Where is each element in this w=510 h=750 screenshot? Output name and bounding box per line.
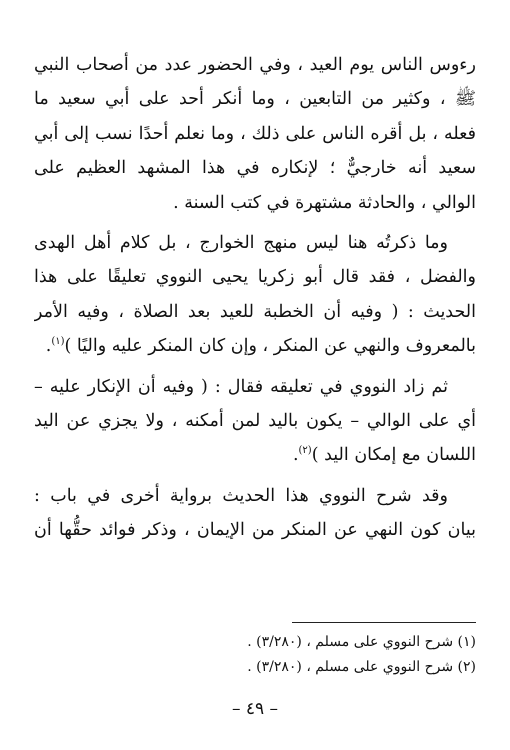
text-line: أي على الوالي – يكون باليد لمن أمكنه ، ولا يجزي عن اليد <box>34 410 476 431</box>
footnote-2: (٢) شرح النووي على مسلم ، (٣/٢٨٠) . <box>247 659 476 675</box>
text-line: والفضل ، فقد قال أبو زكريا يحيى النووي تعليقًا على هذا <box>34 267 476 288</box>
text-line: سعيد أنه خارجيٌّ ؛ لإنكاره في هذا المشهد العظيم على <box>34 158 476 179</box>
text-line: وما ذكرتُه هنا ليس منهج الخوارج ، بل كلام أهل الهدى <box>34 232 448 253</box>
text-line: بيان كون النهي عن المنكر من الإيمان ، وذكر فوائد حقُّها أن <box>34 520 476 541</box>
text-line: ﷺ ، وكثير من التابعين ، وما أنكر أحد على أبي سعيد ما <box>34 89 476 110</box>
line-end-period: . <box>45 336 52 357</box>
text-line: ثم زاد النووي في تعليقه فقال : ( وفيه أن الإنكار عليه – <box>34 376 448 397</box>
line-end-period: . <box>292 445 299 466</box>
text-line: فعله ، بل أقره الناس على ذلك ، وما نعلم أحدًا نسب إلى أبي <box>34 123 476 144</box>
text-line: رءوس الناس يوم العيد ، وفي الحضور عدد من أصحاب النبي <box>34 55 476 75</box>
text-line: الحديث : ( وفيه أن الخطبة للعيد بعد الصلاة ، وفيه الأمر <box>34 301 476 322</box>
text-line-with-footnote-ref <box>34 438 476 472</box>
line-text: اللسان مع إمكان اليد ) <box>311 445 476 466</box>
footnote-ref-2: (٢) <box>298 445 312 457</box>
footnote-1: (١) شرح النووي على مسلم ، (٣/٢٨٠) . <box>247 634 476 650</box>
footnotes <box>34 630 476 680</box>
footnote-separator <box>292 622 476 623</box>
text-line: وقد شرح النووي هذا الحديث برواية أخرى في باب : <box>34 485 448 506</box>
footnote-ref-1: (١) <box>51 336 65 348</box>
text-line-with-footnote-ref <box>34 329 476 363</box>
main-text <box>34 48 476 547</box>
text-line: الوالي ، والحادثة مشتهرة في كتب السنة . <box>173 192 476 213</box>
page-number: – ٤٩ – <box>231 699 279 719</box>
line-text: بالمعروف والنهي عن المنكر ، وإن كان المنكر عليه واليًا ) <box>64 336 476 357</box>
